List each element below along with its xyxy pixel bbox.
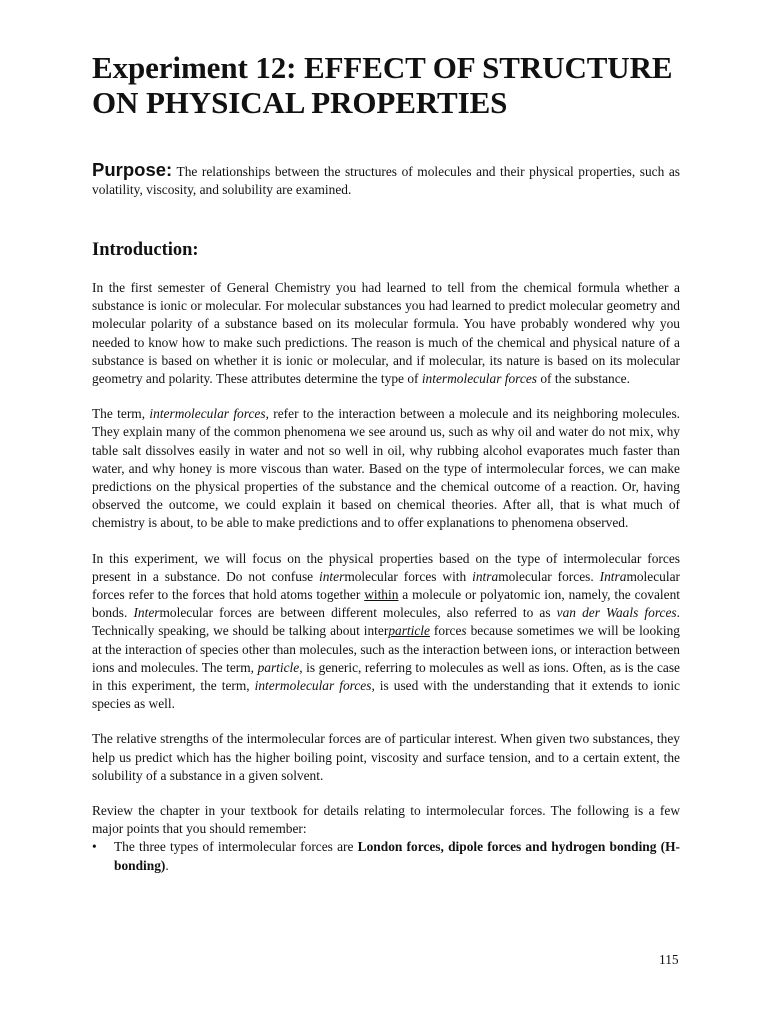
p3-s21: , is used with the understanding that it extends to ionic species as well. — [92, 678, 680, 712]
p3-s11: molecular forces are between different molecules, also referred to as — [159, 605, 557, 621]
p3-s5: molecular forces. — [498, 568, 600, 584]
bullet-text-c: . — [165, 857, 169, 873]
intro-paragraph-1 — [92, 279, 680, 388]
list-item — [92, 838, 680, 874]
p3-s18: particle — [257, 659, 300, 675]
bullet-icon: • — [92, 839, 97, 855]
p3-s4: intra — [472, 568, 499, 584]
p2-italic: intermolecular forces — [149, 406, 266, 422]
p1-text-c: of the substance. — [537, 371, 630, 387]
page-title: Experiment 12: EFFECT OF STRUCTURE ON PHYSICAL PROPERTIES — [92, 50, 673, 120]
purpose-label: Purpose: — [92, 159, 173, 180]
purpose-text: The relationships between the structures of molecules and their physical properties, such as volatility, viscosity, and solubility are examined. — [92, 164, 681, 197]
p3-s20: intermolecular forces — [254, 678, 372, 694]
intro-paragraph-2 — [92, 405, 680, 532]
bullet-text-bold: London forces, dipole forces and hydrogen bonding (H-bonding) — [114, 839, 680, 873]
p2-text-c: , refer to the interaction between a molecule and its neighboring molecules. They explain many of the common phenomena we see around us, such as why oil and water do not mix, why table salt dissolves easily in water and not so well in oil, why rubbing alcohol evaporates much faster than water, and why honey is more viscous than water. Based on the type of intermolecular forces, we can make predictions on the physical properties of the substance and the chemical outcome of a reaction. Or, having observed the outcome, we could explain it based on chemical theories. After all, that is what much of chemistry is about, to be able to make predictions and to offer explanations to phenomena observed. — [92, 406, 680, 531]
p3-s7: molecular forces refer to the forces that hold atoms together — [92, 568, 680, 603]
p3-s15: force — [429, 623, 462, 639]
page-number: 115 — [659, 952, 679, 967]
purpose-section — [92, 161, 680, 199]
p1-text-a: In the first semester of General Chemistry you had learned to tell from the chemical formula whether a substance is ionic or molecular. For molecular substances you had learned to predict molecular geometry and molecular polarity of a substance based on its molecular formula. You have probably wondered why you needed to know how to make such predictions. The reason is much of the chemical and physical nature of a substance is based on whether it is ionic or molecular, and if molecular, its nature is based on its molecular geometry and polarity. These attributes determine the type of — [92, 280, 680, 387]
p2-text-a: The term, — [92, 406, 150, 422]
p3-s9: a molecule or polyatomic ion, namely, the covalent bonds. — [92, 587, 680, 621]
bullet-text-a: The three types of intermolecular forces are — [114, 839, 358, 855]
intro-paragraph-5: Review the chapter in your textbook for details relating to intermolecular forces. The following is a few major points that you should remember: — [92, 803, 680, 837]
document-page — [92, 50, 680, 875]
p3-s8: within — [364, 587, 399, 603]
intro-paragraph-3 — [92, 550, 680, 714]
p3-s2: inter — [319, 568, 345, 584]
p1-italic: intermolecular forces — [421, 371, 537, 387]
p3-s6: Intra — [599, 568, 627, 584]
p3-s1: In this experiment, we will focus on the physical properties based on the type of intermolecular forces present in a substance. Do not confuse — [92, 550, 680, 584]
p3-s10: Inter — [133, 605, 160, 621]
p3-s17: because sometimes we will be looking at the interaction of species other than molecules, such as the interaction between ions, or interaction between ions and molecules. The term, — [92, 623, 680, 675]
p3-s12: van der Waals forces — [556, 605, 677, 621]
key-points-list — [92, 838, 680, 874]
p3-s13: . Technically speaking, we should be talking about inter — [92, 605, 680, 639]
p3-s16: s — [461, 623, 467, 639]
p3-s3: molecular forces with — [344, 568, 473, 584]
p3-s19: , is generic, referring to molecules as well as ions. Often, as is the case in this experiment, the term, — [92, 659, 680, 694]
intro-paragraph-4: The relative strengths of the intermolecular forces are of particular interest. When given two substances, they help us predict which has the higher boiling point, viscosity and surface tension, and to a certain extent, the solubility of a substance in a given solvent. — [92, 731, 680, 783]
introduction-heading: Introduction: — [92, 240, 199, 260]
p3-s14: particle — [388, 623, 430, 639]
